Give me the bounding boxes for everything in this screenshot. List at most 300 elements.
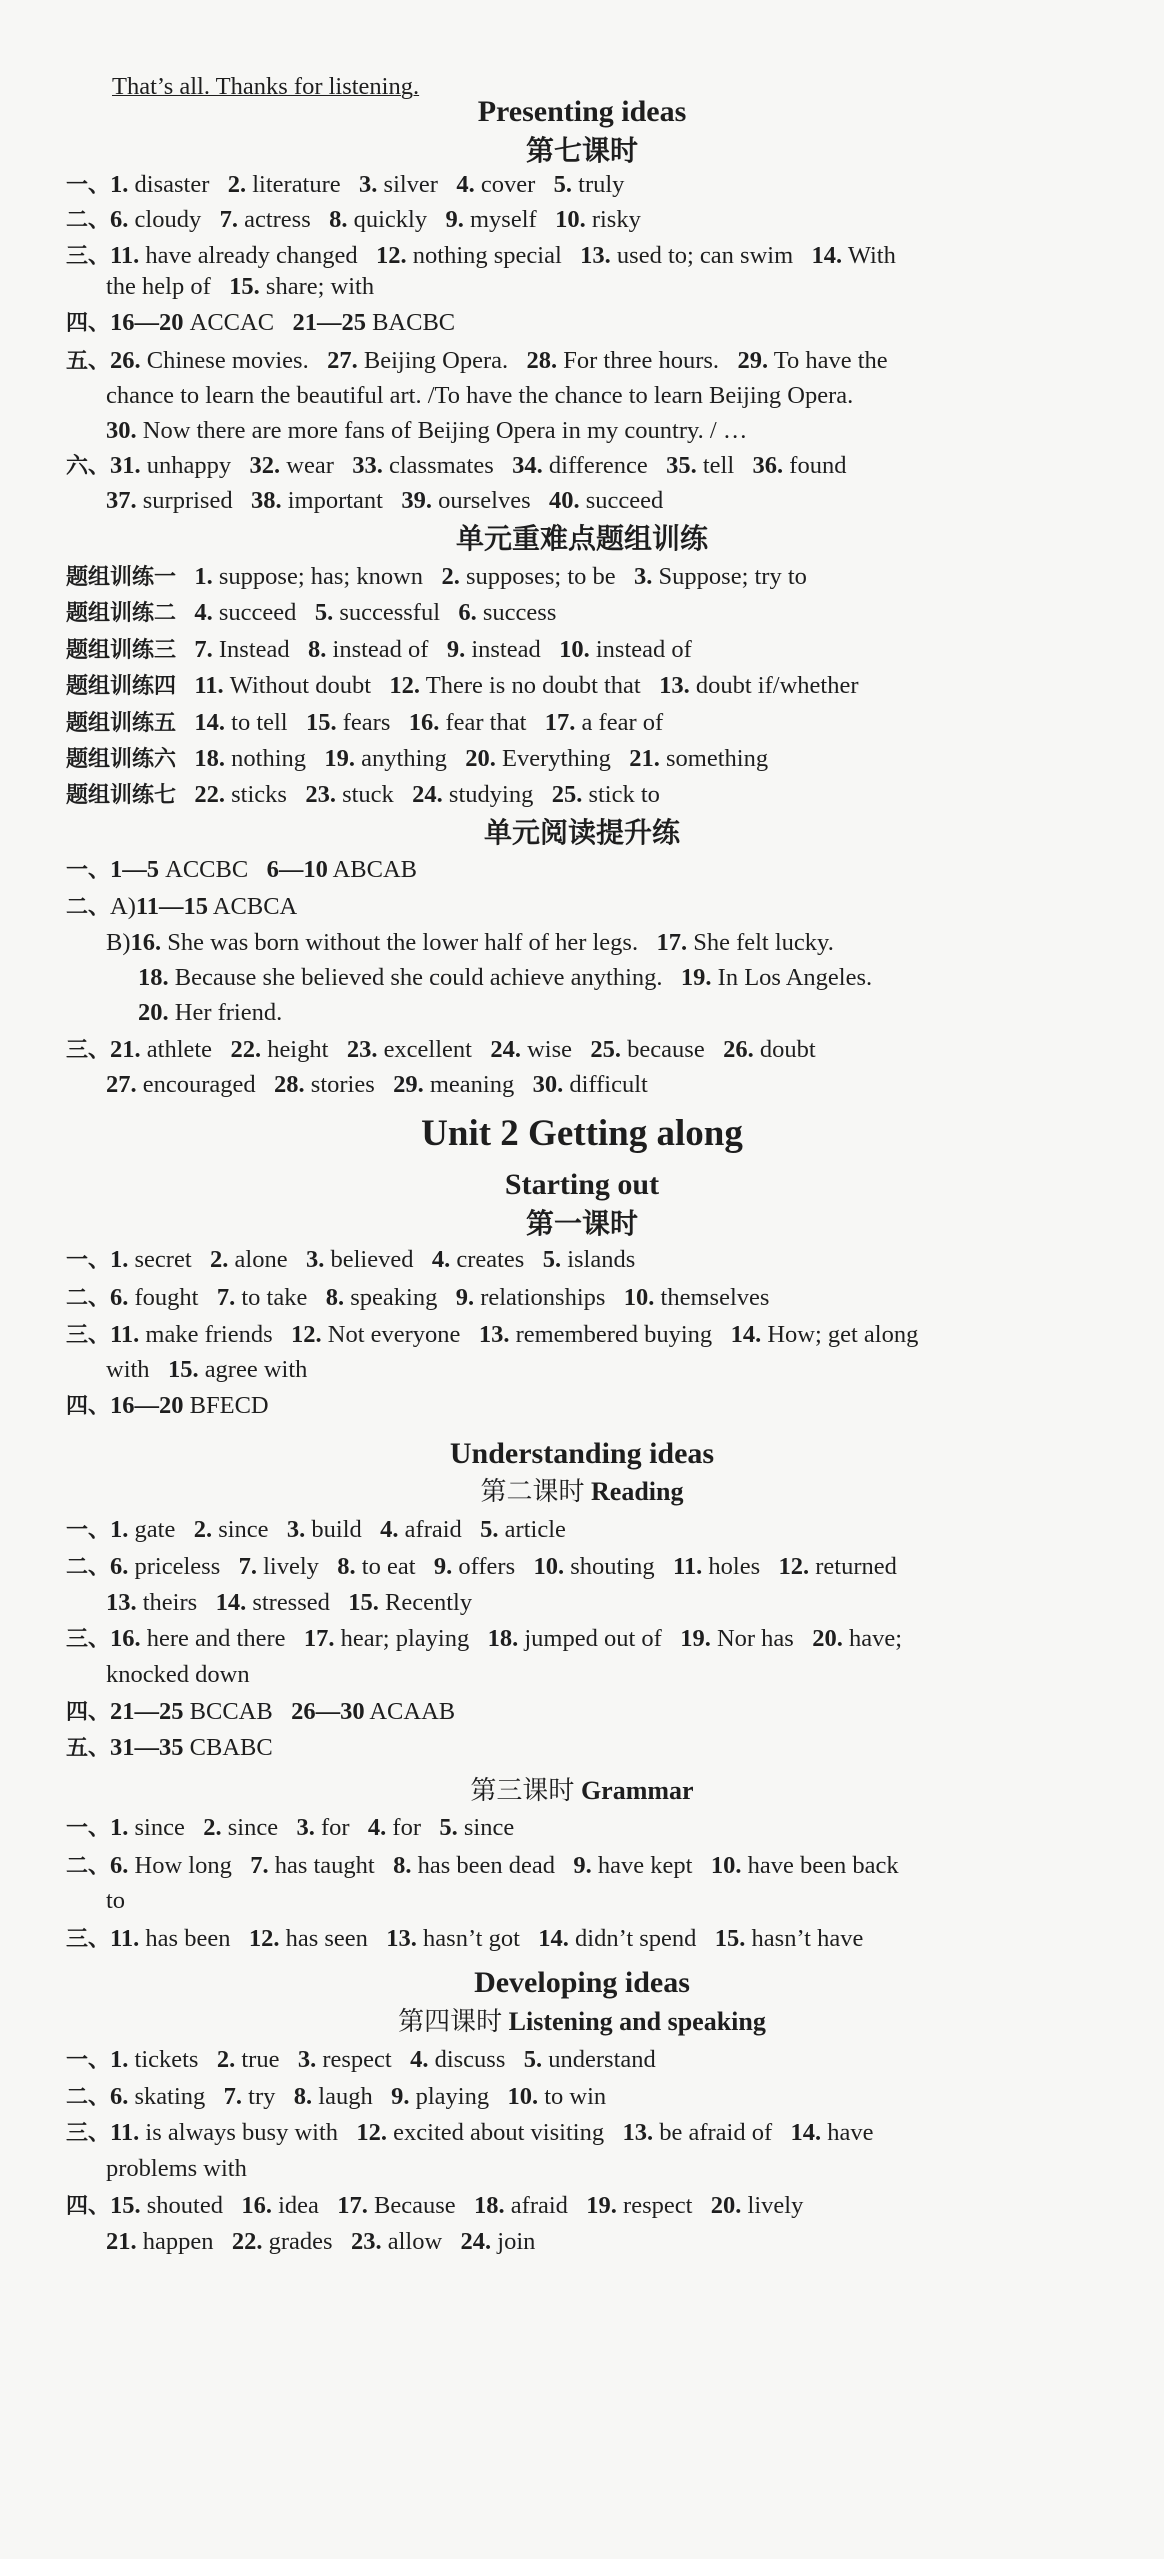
question-number: 28. xyxy=(526,347,558,374)
question-number: 7. xyxy=(223,2083,243,2110)
answer-text: has been dead xyxy=(417,1852,556,1879)
answer-text: respect xyxy=(322,2046,392,2073)
answer-text: true xyxy=(241,2046,280,2073)
question-number: 1. xyxy=(110,1814,129,1841)
drill-label: 题组训练一 xyxy=(66,565,177,590)
question-number: 14. xyxy=(730,1321,762,1348)
answer-row xyxy=(66,170,1126,201)
answer-text: suppose; has; known xyxy=(218,563,424,590)
answer-text: succeed xyxy=(218,599,297,627)
answer-text: found xyxy=(789,452,847,479)
question-number: 10. xyxy=(533,1553,565,1580)
part-label: 一、 xyxy=(66,2048,111,2073)
question-number: 17. xyxy=(656,929,688,956)
question-number: 10. xyxy=(623,1284,655,1311)
question-number: 7. xyxy=(216,1284,236,1311)
answer-text: Recently xyxy=(385,1589,473,1616)
answer-text: wise xyxy=(527,1036,573,1063)
answer-row-cont xyxy=(106,486,1164,516)
question-number: 10. xyxy=(559,635,590,663)
answer-text: disaster xyxy=(134,171,210,198)
answer-text: myself xyxy=(470,206,537,233)
question-number: 1. xyxy=(110,1246,129,1273)
answer-text: share; with xyxy=(265,273,375,300)
question-number: 14. xyxy=(811,242,843,269)
question-number: 26. xyxy=(110,347,141,374)
part-label: 三、 xyxy=(66,244,111,269)
answer-row xyxy=(66,241,1126,272)
answer-text: Everything xyxy=(502,745,611,772)
question-number: 2. xyxy=(193,1516,213,1543)
question-number: 40. xyxy=(549,487,580,514)
question-number: 2. xyxy=(227,171,247,198)
question-number: 20. xyxy=(138,999,169,1026)
answer-text: have; xyxy=(848,1625,903,1652)
answer-row xyxy=(66,1552,1126,1583)
answer-text: meaning xyxy=(429,1071,515,1098)
drill-label: 题组训练二 xyxy=(66,601,177,627)
answer-text: unhappy xyxy=(146,452,232,479)
answer-row xyxy=(66,1391,1126,1422)
question-number: 29. xyxy=(393,1071,424,1098)
question-number: 24. xyxy=(412,781,443,809)
question-number: 11—15 xyxy=(135,893,209,920)
answer-text: has taught xyxy=(274,1852,375,1879)
question-number: 8. xyxy=(393,1852,412,1879)
answer-text: CBABC xyxy=(189,1734,273,1761)
answer-text: since xyxy=(463,1814,515,1841)
answer-row xyxy=(66,2118,1126,2149)
question-number: 35. xyxy=(666,452,697,479)
question-number: 19. xyxy=(324,745,356,772)
question-number: 11. xyxy=(194,672,224,700)
part-label: 一、 xyxy=(66,1518,111,1543)
answer-row xyxy=(66,1924,1126,1955)
answer-row-cont xyxy=(138,963,1164,993)
question-number: 12. xyxy=(248,1925,280,1952)
answer-row xyxy=(66,1320,1126,1351)
part-label: 四、 xyxy=(66,311,111,336)
answer-text: Nor has xyxy=(716,1625,794,1652)
question-number: 17. xyxy=(337,2192,368,2219)
answer-text: happen xyxy=(142,2228,214,2255)
answer-text: make friends xyxy=(145,1321,273,1348)
answer-row-cont xyxy=(138,998,1164,1028)
question-number: 13. xyxy=(386,1925,417,1952)
question-number: 25. xyxy=(590,1036,622,1063)
answer-text: a fear of xyxy=(581,708,664,736)
answer-text: since xyxy=(227,1814,279,1841)
question-number: 18. xyxy=(474,2192,505,2219)
drill-row xyxy=(66,562,1126,593)
answer-text: since xyxy=(134,1814,185,1841)
question-number: 5. xyxy=(553,171,573,198)
answer-text: Instead xyxy=(218,635,290,663)
answer-text: instead of xyxy=(595,635,692,663)
answer-text: has seen xyxy=(285,1925,368,1952)
answer-text: gate xyxy=(134,1516,176,1543)
answer-text: with xyxy=(106,1356,150,1383)
question-number: 12. xyxy=(356,2119,388,2146)
answer-text: difference xyxy=(548,452,648,479)
question-number: 27. xyxy=(106,1071,137,1098)
answer-text: join xyxy=(497,2228,536,2255)
answer-text: Not everyone xyxy=(327,1321,461,1348)
drill-row xyxy=(66,744,1126,775)
question-number: 22. xyxy=(231,2228,263,2255)
question-number: 16. xyxy=(110,1625,141,1652)
answer-text: actress xyxy=(244,206,311,233)
answer-text: wear xyxy=(286,452,334,479)
question-number: 11. xyxy=(110,242,140,269)
question-number: 6. xyxy=(110,1852,129,1879)
question-number: 13. xyxy=(106,1589,137,1616)
answer-text: literature xyxy=(252,171,341,198)
answer-text: Without doubt xyxy=(229,672,372,700)
answer-text: for xyxy=(320,1814,350,1841)
answer-row xyxy=(66,892,1126,923)
part-label: 三、 xyxy=(66,2121,111,2146)
answer-row-cont: problems with xyxy=(106,2155,247,2182)
answer-text: instead xyxy=(471,635,541,663)
part-label: 一、 xyxy=(66,858,111,883)
part-label: 五、 xyxy=(66,1736,111,1761)
question-number: 14. xyxy=(790,2119,822,2146)
answer-row xyxy=(66,1813,1126,1844)
question-number: 22. xyxy=(230,1036,262,1063)
answer-text: anything xyxy=(361,745,447,772)
question-number: 34. xyxy=(512,452,543,479)
answer-text: Beijing Opera. xyxy=(363,347,509,374)
answer-row-cont: chance to learn the beautiful art. /To have the chance to learn Beijing Opera. xyxy=(106,382,854,409)
answer-text: ACCAC xyxy=(189,309,275,336)
question-number: 6. xyxy=(110,2083,129,2110)
question-number: 31. xyxy=(110,452,141,479)
question-number: 4. xyxy=(380,1516,399,1543)
question-number: 4. xyxy=(367,1814,387,1841)
answer-text: creates xyxy=(456,1246,525,1273)
question-number: 10. xyxy=(710,1852,742,1879)
answer-row xyxy=(66,2045,1126,2076)
question-number: 8. xyxy=(293,2083,313,2110)
answer-text: because xyxy=(627,1036,705,1063)
answer-text: quickly xyxy=(353,206,428,233)
answer-text: playing xyxy=(415,2083,490,2110)
question-number: 26—30 xyxy=(291,1698,365,1725)
part-label: 一、 xyxy=(66,173,111,198)
answer-text: ourselves xyxy=(438,487,531,514)
lesson-title-4: 第四课时 Listening and speaking xyxy=(398,2007,766,2037)
question-number: 16. xyxy=(408,708,440,736)
answer-text: classmates xyxy=(389,452,494,479)
answer-row xyxy=(66,346,1126,377)
answer-text: alone xyxy=(234,1246,288,1273)
question-number: 14. xyxy=(538,1925,569,1952)
answer-text: themselves xyxy=(660,1284,770,1311)
part-label: 四、 xyxy=(66,1700,111,1725)
answer-text: How; get along xyxy=(767,1321,919,1348)
answer-row-cont xyxy=(106,272,1164,302)
answer-text: stories xyxy=(310,1071,375,1098)
question-number: 37. xyxy=(106,487,137,514)
question-number: 21. xyxy=(106,2228,137,2255)
question-number: 4. xyxy=(410,2046,429,2073)
question-number: 2. xyxy=(441,563,460,590)
answer-text: supposes; to be xyxy=(465,563,616,590)
answer-text: BFECD xyxy=(189,1392,269,1419)
part-label: 二、 xyxy=(66,2085,111,2110)
section-title-starting-out: Starting out xyxy=(504,1168,660,1201)
question-number: 7. xyxy=(194,635,213,663)
question-number: 2. xyxy=(203,1814,222,1841)
question-number: 33. xyxy=(352,452,383,479)
question-number: 30. xyxy=(532,1071,564,1098)
question-number: 8. xyxy=(329,206,348,233)
question-number: 25. xyxy=(551,781,583,809)
answer-text: jumped out of xyxy=(524,1625,662,1652)
drill-row xyxy=(66,598,1126,629)
question-number: 13. xyxy=(659,672,690,700)
question-number: 16. xyxy=(241,2192,272,2219)
answer-text: have xyxy=(827,2119,874,2146)
question-number: 15. xyxy=(110,2192,141,2219)
question-number: 15. xyxy=(348,1589,379,1616)
sub-part-label: A) xyxy=(110,893,136,920)
question-number: 9. xyxy=(455,1284,475,1311)
answer-text: believed xyxy=(330,1246,414,1273)
answer-text: Because xyxy=(374,2192,456,2219)
question-number: 5. xyxy=(439,1814,458,1841)
answer-text: lively xyxy=(747,2192,804,2219)
question-number: 14. xyxy=(215,1589,247,1616)
question-number: 15. xyxy=(306,708,337,736)
answer-text: successful xyxy=(339,599,441,627)
answer-text: cloudy xyxy=(134,206,202,233)
answer-text: for xyxy=(392,1814,421,1841)
answer-text: agree with xyxy=(204,1356,308,1383)
question-number: 7. xyxy=(250,1852,269,1879)
answer-text: have been back xyxy=(747,1852,899,1879)
answer-text: BCCAB xyxy=(189,1698,273,1725)
answer-text: height xyxy=(267,1036,329,1063)
section-title-developing-ideas: Developing ideas xyxy=(474,1966,690,1999)
answer-text: excited about visiting xyxy=(393,2119,605,2146)
question-number: 18. xyxy=(138,964,169,991)
answer-row xyxy=(66,308,1126,339)
question-number: 3. xyxy=(286,1516,306,1543)
question-number: 22. xyxy=(194,781,226,809)
question-number: 19. xyxy=(680,1625,711,1652)
part-label: 二、 xyxy=(66,1555,111,1580)
lesson-title-7: 第七课时 xyxy=(525,134,638,167)
answer-text: build xyxy=(311,1516,362,1543)
answer-text: sticks xyxy=(231,781,287,809)
question-number: 7. xyxy=(219,206,238,233)
answer-text: here and there xyxy=(146,1625,286,1652)
question-number: 11. xyxy=(110,1321,140,1348)
question-number: 10. xyxy=(555,206,586,233)
question-number: 6. xyxy=(458,599,477,627)
answer-row xyxy=(66,205,1126,236)
answer-text: returned xyxy=(815,1553,897,1580)
question-number: 18. xyxy=(194,745,226,772)
drill-label: 题组训练六 xyxy=(66,747,177,772)
answer-text: to tell xyxy=(231,708,288,736)
question-number: 15. xyxy=(167,1356,199,1383)
question-number: 12. xyxy=(376,242,407,269)
part-label: 一、 xyxy=(66,1816,111,1841)
answer-text: There is no doubt that xyxy=(425,672,641,700)
lesson-title-1: 第一课时 xyxy=(525,1207,638,1240)
question-number: 16—20 xyxy=(110,309,184,336)
answer-text: shouting xyxy=(570,1553,655,1580)
answer-text: discuss xyxy=(434,2046,506,2073)
answer-text: skating xyxy=(134,2083,206,2110)
question-number: 3. xyxy=(296,1814,315,1841)
answer-text: doubt if/whether xyxy=(695,672,859,700)
question-number: 5. xyxy=(314,599,334,627)
part-label: 二、 xyxy=(66,1286,111,1311)
answer-text: offers xyxy=(458,1553,516,1580)
answer-text: islands xyxy=(567,1246,636,1273)
part-label: 五、 xyxy=(66,349,111,374)
answer-text: stuck xyxy=(342,781,394,809)
question-number: 14. xyxy=(194,708,226,736)
answer-text: holes xyxy=(708,1553,761,1580)
drill-label: 题组训练四 xyxy=(66,674,177,700)
answer-text: surprised xyxy=(142,487,233,514)
drill-row xyxy=(66,708,1126,739)
lesson-title-2: 第二课时 Reading xyxy=(480,1477,684,1507)
answer-text: afraid xyxy=(510,2192,568,2219)
answer-text: Her friend. xyxy=(174,999,283,1026)
question-number: 3. xyxy=(359,171,378,198)
question-number: 1. xyxy=(194,563,213,590)
question-number: 4. xyxy=(431,1246,451,1273)
answer-text: didn’t spend xyxy=(575,1925,697,1952)
question-number: 36. xyxy=(752,452,784,479)
drill-label: 题组训练三 xyxy=(66,637,177,663)
answer-text: to take xyxy=(241,1284,308,1311)
answer-text: Suppose; try to xyxy=(658,563,807,590)
answer-text: speaking xyxy=(350,1284,438,1311)
question-number: 3. xyxy=(305,1246,325,1273)
question-number: 11. xyxy=(673,1553,703,1580)
answer-row-cont xyxy=(106,1355,1164,1385)
closing-line: That’s all. Thanks for listening. xyxy=(112,73,420,100)
part-label: 二、 xyxy=(66,895,111,920)
question-number: 5. xyxy=(480,1516,499,1543)
answer-text: to eat xyxy=(361,1553,416,1580)
drill-row xyxy=(66,780,1126,811)
answer-text: BACBC xyxy=(372,309,456,336)
answer-text: article xyxy=(504,1516,566,1543)
answer-text: succeed xyxy=(585,487,664,514)
answer-text: to win xyxy=(544,2083,607,2110)
question-number: 19. xyxy=(680,964,712,991)
question-number: 24. xyxy=(490,1036,521,1063)
section-title-presenting-ideas: Presenting ideas xyxy=(477,95,687,128)
answer-text: shouted xyxy=(146,2192,223,2219)
answer-text: excellent xyxy=(383,1036,472,1063)
question-number: 9. xyxy=(573,1852,592,1879)
question-number: 23. xyxy=(305,781,336,809)
question-number: 23. xyxy=(350,2228,382,2255)
question-number: 6—10 xyxy=(266,856,328,883)
answer-row xyxy=(66,1245,1126,1276)
answer-text: Chinese movies. xyxy=(146,347,309,374)
question-number: 10. xyxy=(507,2083,539,2110)
part-label: 四、 xyxy=(66,1394,111,1419)
question-number: 15. xyxy=(229,273,260,300)
section-title-reading-practice: 单元阅读提升练 xyxy=(483,816,680,849)
part-label: 三、 xyxy=(66,1323,111,1348)
answer-text: the help of xyxy=(106,273,211,300)
question-number: 31—35 xyxy=(110,1734,184,1761)
answer-text: used to; can swim xyxy=(616,242,794,269)
question-number: 9. xyxy=(446,635,466,663)
sub-part-label: B) xyxy=(106,929,131,956)
answer-row-cont: 30. Now there are more fans of Beijing Opera in my country. / … xyxy=(106,417,748,444)
answer-text: relationships xyxy=(480,1284,606,1311)
answer-text: fear that xyxy=(445,708,527,736)
question-number: 17. xyxy=(303,1625,335,1652)
answer-text: lively xyxy=(263,1553,319,1580)
question-number: 4. xyxy=(456,171,475,198)
part-label: 三、 xyxy=(66,1627,111,1652)
question-number: 9. xyxy=(391,2083,410,2110)
answer-text: encouraged xyxy=(142,1071,256,1098)
answer-text: ACBCA xyxy=(212,893,298,920)
drill-row xyxy=(66,671,1126,702)
question-number: 13. xyxy=(622,2119,654,2146)
question-number: 21—25 xyxy=(110,1698,184,1725)
answer-row-cont xyxy=(106,928,1164,958)
answer-text: something xyxy=(666,745,769,772)
answer-text: tell xyxy=(702,452,735,479)
answer-row xyxy=(66,2082,1126,2113)
question-number: 4. xyxy=(194,599,213,627)
answer-text: idea xyxy=(278,2192,319,2219)
question-number: 8. xyxy=(308,635,327,663)
answer-text: understand xyxy=(548,2046,656,2073)
answer-text: theirs xyxy=(142,1589,198,1616)
drill-label: 题组训练七 xyxy=(66,783,177,809)
question-number: 6. xyxy=(110,1284,129,1311)
answer-row-cont: to xyxy=(106,1887,126,1914)
section-title-unit-drills: 单元重难点题组训练 xyxy=(455,522,708,555)
answer-text: studying xyxy=(448,781,534,809)
answer-text: She felt lucky. xyxy=(693,929,834,956)
question-number: 9. xyxy=(445,206,464,233)
question-number: 8. xyxy=(325,1284,345,1311)
answer-row xyxy=(66,1515,1126,1546)
answer-text: fears xyxy=(342,708,391,736)
question-number: 23. xyxy=(346,1036,378,1063)
answer-text: instead of xyxy=(332,635,429,663)
question-number: 29. xyxy=(737,347,769,374)
answer-text: cover xyxy=(480,171,536,198)
answer-text: ACCBC xyxy=(165,856,249,883)
answer-row-cont xyxy=(106,1070,1164,1100)
answer-row xyxy=(66,1283,1126,1314)
answer-text: nothing xyxy=(231,745,307,772)
answer-text: truly xyxy=(578,171,625,198)
question-number: 11. xyxy=(110,2119,140,2146)
question-number: 1. xyxy=(110,1516,129,1543)
answer-text: grades xyxy=(268,2228,333,2255)
answer-text: respect xyxy=(623,2192,693,2219)
